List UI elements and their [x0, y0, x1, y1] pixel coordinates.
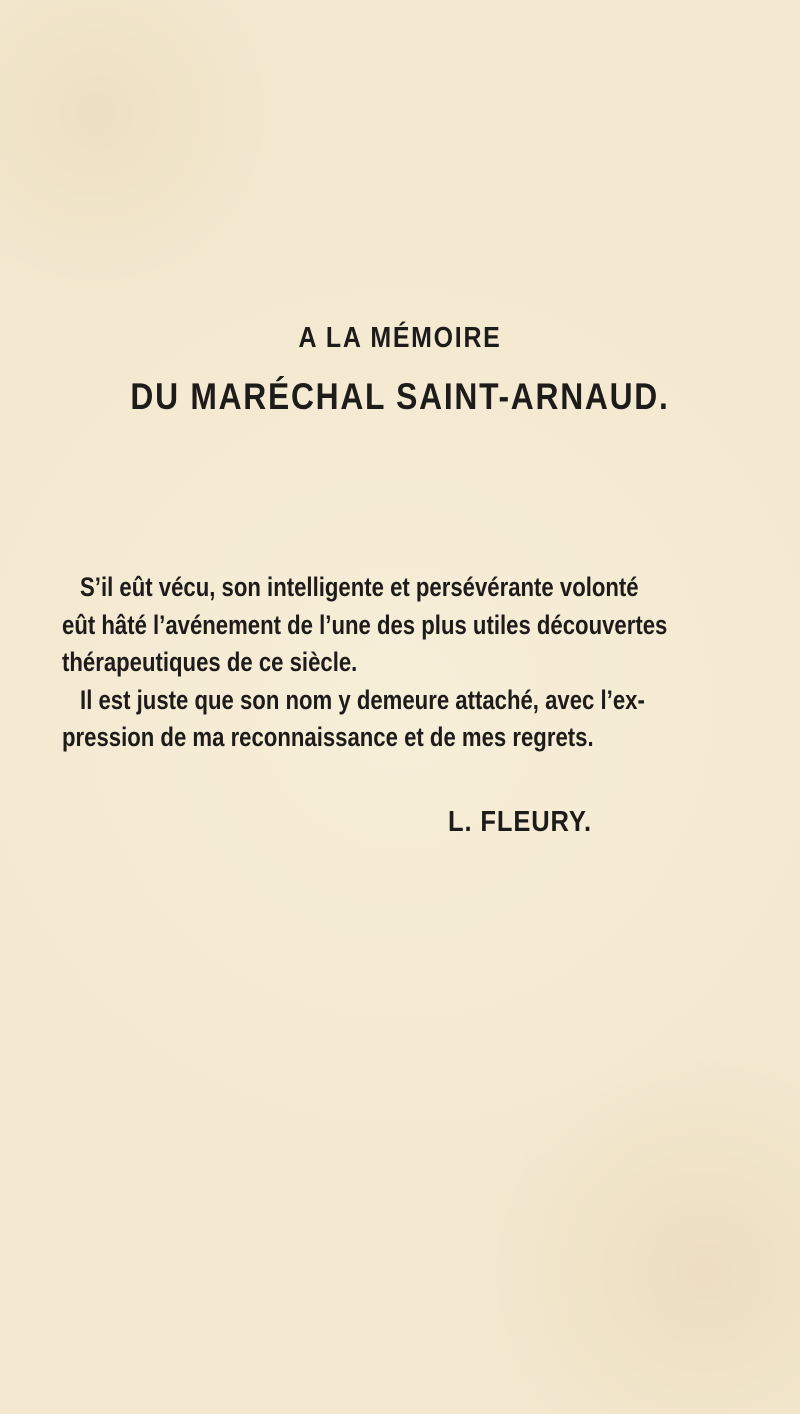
dedication-heading-line2: DU MARÉCHAL SAINT-ARNAUD.: [130, 376, 670, 417]
dedication-body: [62, 569, 668, 757]
body-line: Il est juste que son nom y demeure attaché, avec l’ex-: [80, 684, 645, 715]
dedication-heading-line1: A LA MÉMOIRE: [298, 322, 502, 354]
body-line: S’il eût vécu, son intelligente et persévérante volonté: [80, 572, 639, 602]
signature: L. FLEURY.: [448, 806, 592, 838]
body-line: pression de ma reconnaissance et de mes regrets.: [62, 722, 594, 753]
body-line: eût hâté l’avénement de l’une des plus utiles découvertes: [62, 609, 668, 640]
body-line: thérapeutiques de ce siècle.: [62, 647, 358, 678]
